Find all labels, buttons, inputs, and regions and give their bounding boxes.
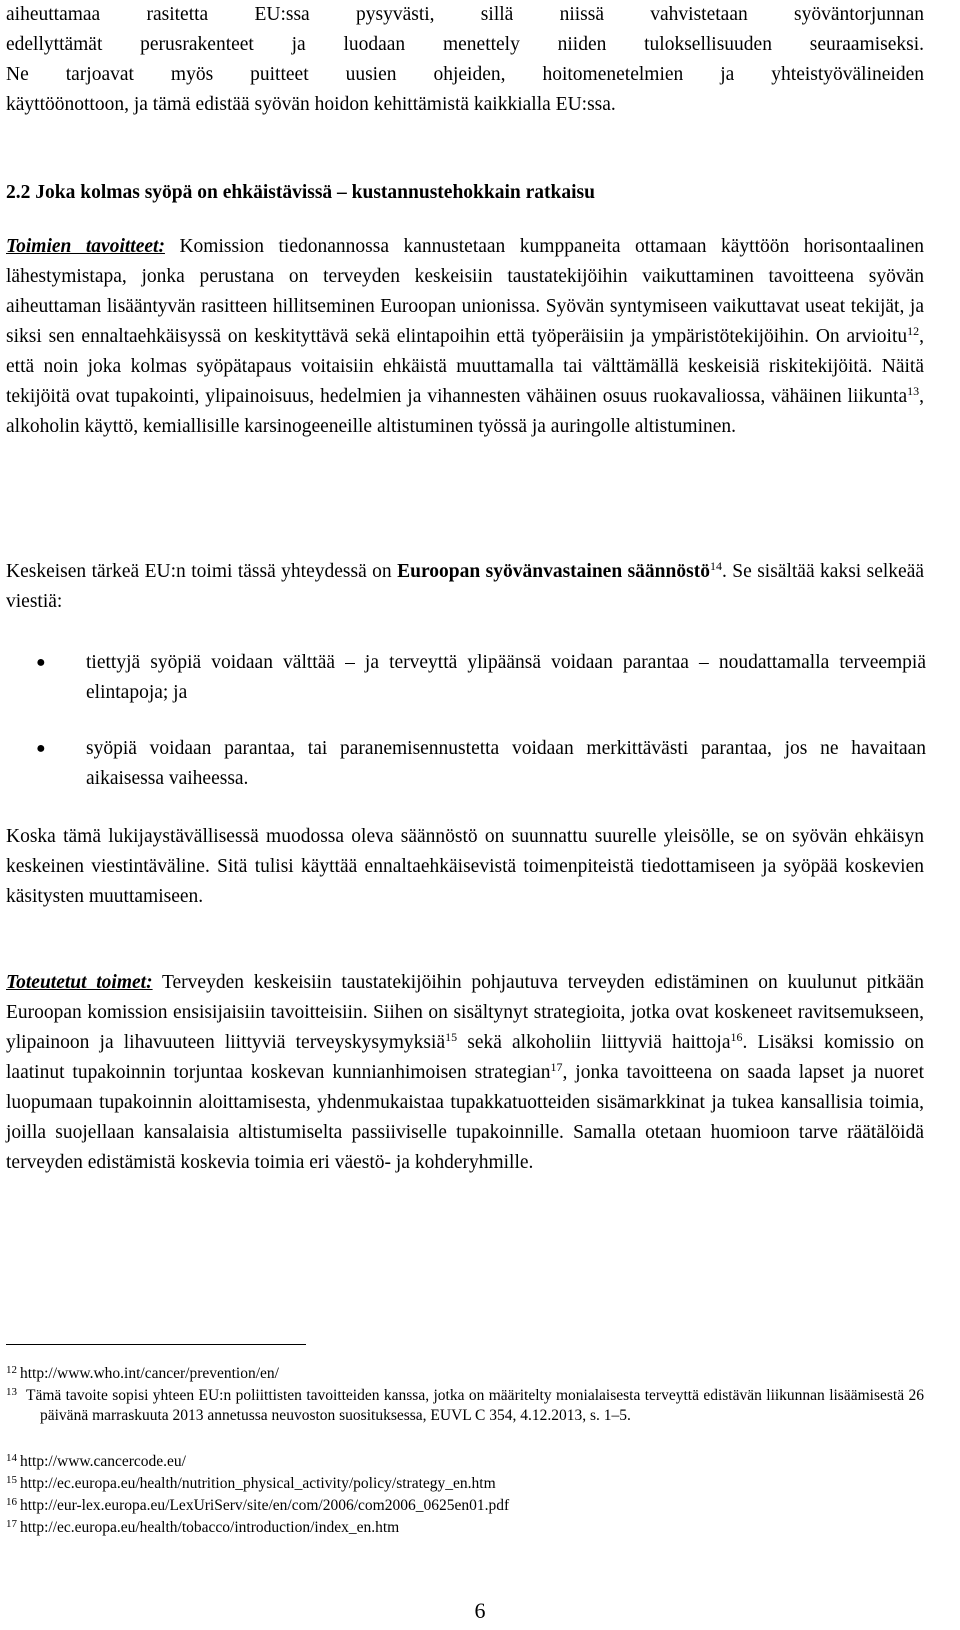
intro-paragraph bbox=[6, 0, 924, 120]
section-heading: 2.2 Joka kolmas syöpä on ehkäistävissä – kustannustehokkain ratkaisu bbox=[6, 182, 595, 203]
footnote-12 bbox=[6, 1364, 924, 1384]
bullet-text: tiettyjä syöpiä voidaan välttää – ja terveyttä ylipäänsä voidaan parantaa – noudattamalla terveempiä elintapoja; ja bbox=[86, 652, 926, 703]
footnote-link[interactable]: http://www.cancercode.eu/ bbox=[20, 1453, 186, 1470]
paragraph-text: Terveyden keskeisiin taustatekijöihin pohjautuva terveyden edistäminen on kuulunut pitkään Euroopan komission ensisijaisiin tavoitteisiin. Siihen on sisältynyt strategioita, jotka ovat koskeneet ravitsemukseen, ylipainoon ja lihavuuteen liittyviä terveyskysymyksiä bbox=[6, 972, 924, 1053]
intro-line: aiheuttamaa rasitetta EU:ssa pysyvästi, sillä niissä vahvistetaan syöväntorjunnan bbox=[6, 4, 924, 25]
communication-paragraph: Koska tämä lukijaystävällisessä muodossa oleva säännöstö on suunnattu suurelle yleisölle, se on syövän ehkäisyn keskeinen viestintäväline. Sitä tulisi käyttää ennaltaehkäisevistä toimenpiteistä tiedottamiseen ja syöpää koskevien käsitysten muuttamiseen. bbox=[6, 826, 924, 907]
footnote-number: 15 bbox=[6, 1474, 17, 1486]
paragraph-text: , jonka tavoitteena on saada lapset ja nuoret luopumaan tupakoinnin aloittamisesta, yhdenmukaistaa tupakkatuotteiden sisämarkkinat ja tukea kansallisia toimia, joilla suojellaan kansalaisia altistumiselta passiiviselle tupakoinnille. Samalla otetaan huomioon tarve räätälöidä terveyden edistämistä koskevia toimia eri väestö- ja kohderyhmille. bbox=[6, 1062, 924, 1173]
footnote-divider bbox=[6, 1344, 306, 1345]
footnote-number: 16 bbox=[6, 1496, 17, 1508]
code-paragraph bbox=[6, 557, 924, 617]
footnote-ref-12[interactable]: 12 bbox=[907, 324, 920, 338]
paragraph-text: . Se sisältää kaksi selkeää viestiä: bbox=[6, 561, 925, 612]
footnote-number: 13 bbox=[6, 1386, 17, 1398]
cancer-code-name: Euroopan syövänvastainen säännöstö bbox=[397, 561, 710, 582]
paragraph-text: , että noin joka kolmas syöpätapaus voitaisiin ehkäistä muuttamalla tai välttämällä keskeisiä riskitekijöitä. Näitä tekijöitä ovat tupakointi, ylipainoisuus, hedelmien ja vihannesten vähäinen osuus ruokavaliossa, vähäinen liikunta bbox=[6, 326, 924, 407]
bullet-icon: ● bbox=[36, 654, 46, 671]
footnote-17 bbox=[6, 1518, 924, 1538]
bullet-text: syöpiä voidaan parantaa, tai paranemisennustetta voidaan merkittävästi parantaa, jos ne havaitaan aikaisessa vaiheessa. bbox=[86, 738, 926, 789]
paragraph-text: Syövän syntymiseen vaikuttavat useat tekijät, ja siksi sen ennaltaehkäisyssä on keskityttävä sekä elintapoihin että työperäisiin ja ympäristötekijöihin. On arvioitu bbox=[6, 296, 924, 347]
footnote-text: Tämä tavoite sopisi yhteen EU:n poliittisten tavoitteiden kanssa, jotka on määritelty monialaisesta terveyttä edistävän liikunnan lisäämisestä 26 päivänä marraskuuta 2013 annetussa neuvoston suosituksessa, EUVL C 354, 4.12.2013, s. 1–5. bbox=[26, 1387, 924, 1424]
actions-label: Toteutetut toimet: bbox=[6, 972, 153, 993]
footnote-14 bbox=[6, 1452, 924, 1472]
footnote-number: 17 bbox=[6, 1518, 17, 1530]
footnote-ref-15[interactable]: 15 bbox=[445, 1030, 458, 1044]
objectives-paragraph bbox=[6, 232, 924, 442]
footnote-link[interactable]: http://www.who.int/cancer/prevention/en/ bbox=[20, 1365, 279, 1382]
paragraph-text: Keskeisen tärkeä EU:n toimi tässä yhteydessä on bbox=[6, 561, 398, 582]
paragraph-text: . Lisäksi komissio on laatinut tupakoinnin torjuntaa koskevan kunnianhimoisen strategian bbox=[6, 1032, 924, 1083]
paragraph-text: sekä alkoholiin liittyviä haittoja bbox=[457, 1032, 731, 1053]
footnote-ref-14[interactable]: 14 bbox=[709, 559, 722, 573]
footnote-ref-13[interactable]: 13 bbox=[907, 384, 920, 398]
footnote-16 bbox=[6, 1496, 924, 1516]
footnote-link[interactable]: http://eur-lex.europa.eu/LexUriServ/site/en/com/2006/com2006_0625en01.pdf bbox=[20, 1497, 510, 1514]
intro-line: edellyttämät perusrakenteet ja luodaan menettely niiden tuloksellisuuden seuraamiseksi. bbox=[6, 34, 924, 55]
footnote-ref-17[interactable]: 17 bbox=[550, 1060, 563, 1074]
footnote-15 bbox=[6, 1474, 924, 1494]
intro-line: Ne tarjoavat myös puitteet uusien ohjeiden, hoitomenetelmien ja yhteistyövälineiden bbox=[6, 64, 924, 85]
actions-paragraph bbox=[6, 968, 924, 1178]
bullet-icon: ● bbox=[36, 740, 46, 757]
footnote-13 bbox=[6, 1386, 924, 1426]
paragraph-text: Komission tiedonannossa kannustetaan kumppaneita ottamaan käyttöön horisontaalinen lähestymistapa, jonka perustana on terveyden keskeisiin taustatekijöihin vaikuttaminen tavoitteena syövän aiheuttaman lisääntyvän rasitteen hillitseminen Euroopan unionissa. bbox=[6, 236, 925, 317]
footnote-link[interactable]: http://ec.europa.eu/health/tobacco/introduction/index_en.htm bbox=[20, 1519, 400, 1536]
footnote-number: 12 bbox=[6, 1364, 17, 1376]
paragraph-text: , alkoholin käyttö, kemiallisille karsinogeeneille altistuminen työssä ja auringolle altistuminen. bbox=[6, 386, 924, 437]
objectives-label: Toimien tavoitteet: bbox=[6, 236, 165, 257]
footnote-link[interactable]: http://ec.europa.eu/health/nutrition_physical_activity/policy/strategy_en.htm bbox=[20, 1475, 496, 1492]
footnote-ref-16[interactable]: 16 bbox=[730, 1030, 743, 1044]
intro-line: käyttöönottoon, ja tämä edistää syövän hoidon kehittämistä kaikkialla EU:ssa. bbox=[6, 94, 616, 115]
page-number: 6 bbox=[474, 1598, 486, 1623]
footnote-number: 14 bbox=[6, 1452, 17, 1464]
